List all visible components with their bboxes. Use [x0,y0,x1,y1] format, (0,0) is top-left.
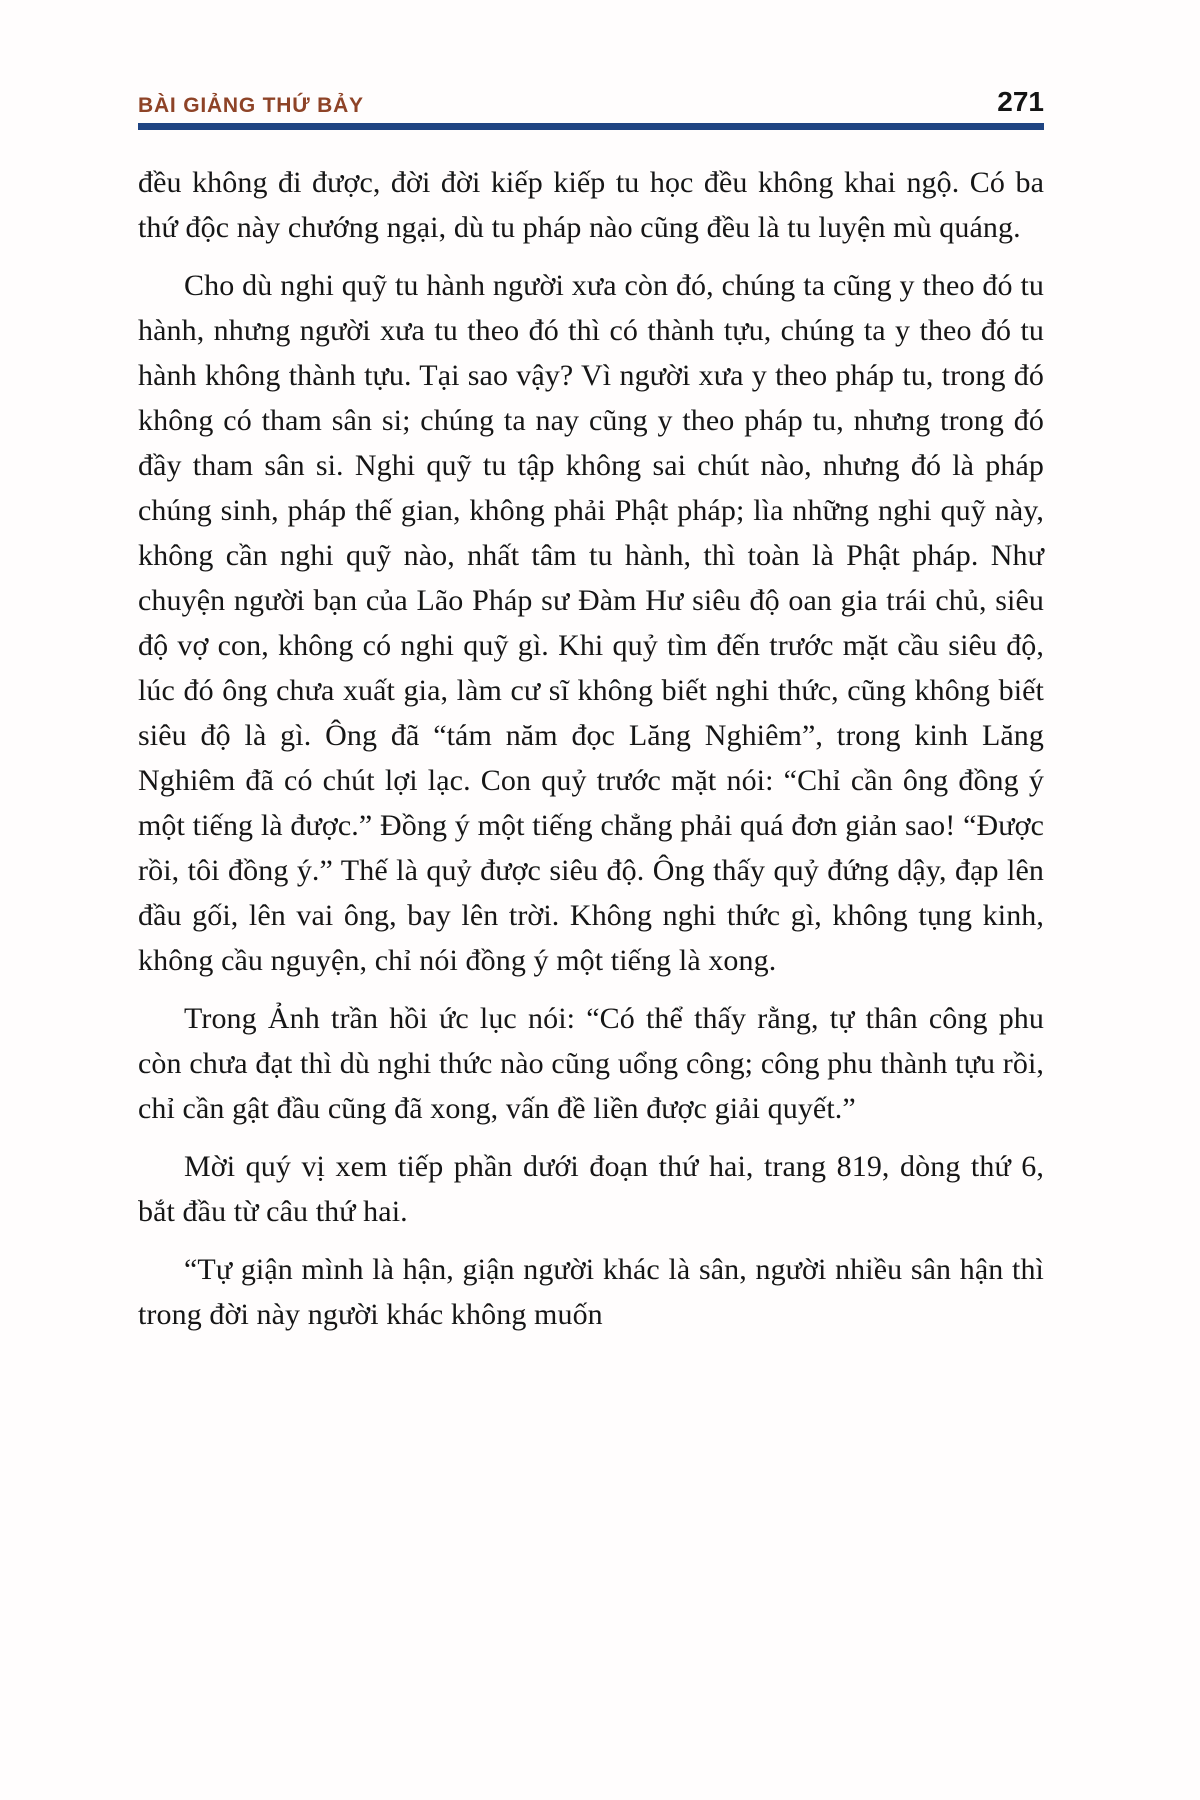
page-number: 271 [997,86,1044,117]
paragraph: Trong Ảnh trần hồi ức lục nói: “Có thể thấy rằng, tự thân công phu còn chưa đạt thì dù nghi thức nào cũng uổng công; công phu thành tựu rồi, chỉ cần gật đầu cũng đã xong, vấn đề liền được giải quyết.” [138,1002,1044,1125]
paragraph: đều không đi được, đời đời kiếp kiếp tu học đều không khai ngộ. Có ba thứ độc này chướng ngại, dù tu pháp nào cũng đều là tu luyện mù quáng. [138,166,1044,244]
section-title: BÀI GIẢNG THỨ BẢY [138,94,364,117]
body-text [138,160,1044,1337]
paragraph: Mời quý vị xem tiếp phần dưới đoạn thứ hai, trang 819, dòng thứ 6, bắt đầu từ câu thứ hai. [138,1150,1044,1228]
paragraph: Cho dù nghi quỹ tu hành người xưa còn đó, chúng ta cũng y theo đó tu hành, nhưng người xưa tu theo đó thì có thành tựu, chúng ta y theo đó tu hành không thành tựu. Tại sao vậy? Vì người xưa y theo pháp tu, trong đó không có tham sân si; chúng ta nay cũng y theo pháp tu, nhưng trong đó đầy tham sân si. Nghi quỹ tu tập không sai chút nào, nhưng đó là pháp chúng sinh, pháp thế gian, không phải Phật pháp; lìa những nghi quỹ này, không cần nghi quỹ nào, nhất tâm tu hành, thì toàn là Phật pháp. Như chuyện người bạn của Lão Pháp sư Đàm Hư siêu độ oan gia trái chủ, siêu độ vợ con, không có nghi quỹ gì. Khi quỷ tìm đến trước mặt cầu siêu độ, lúc đó ông chưa xuất gia, làm cư sĩ không biết nghi thức, cũng không biết siêu độ là gì. Ông đã “tám năm đọc Lăng Nghiêm”, trong kinh Lăng Nghiêm đã có chút lợi lạc. Con quỷ trước mặt nói: “Chỉ cần ông đồng ý một tiếng là được.” Đồng ý một tiếng chẳng phải quá đơn giản sao! “Được rồi, tôi đồng ý.” Thế là quỷ được siêu độ. Ông thấy quỷ đứng dậy, đạp lên đầu gối, lên vai ông, bay lên trời. Không nghi thức gì, không tụng kinh, không cầu nguyện, chỉ nói đồng ý một tiếng là xong. [138,269,1044,977]
paragraph: “Tự giận mình là hận, giận người khác là sân, người nhiều sân hận thì trong đời này người khác không muốn [138,1253,1044,1331]
running-header [138,88,1044,130]
